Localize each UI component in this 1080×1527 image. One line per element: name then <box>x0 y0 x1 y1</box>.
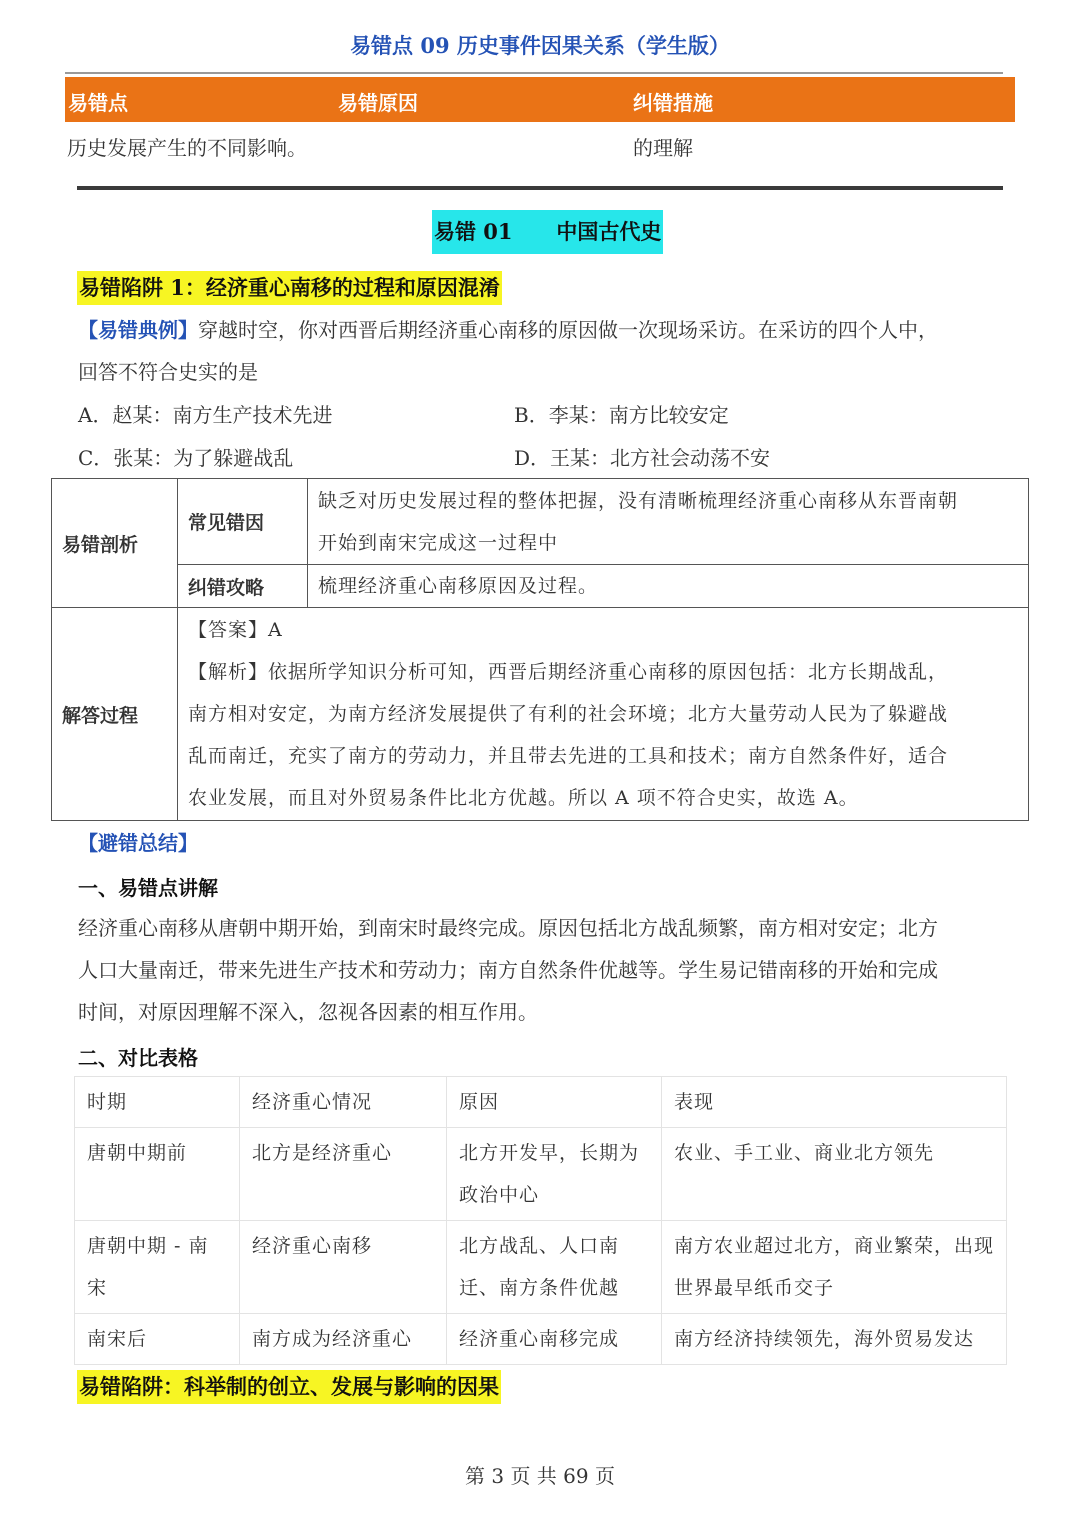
option-b: B．李某：南方比较安定 <box>514 403 729 427</box>
table-cell: 南方经济持续领先，海外贸易发达 <box>662 1314 1007 1365</box>
trap1-title: 易错陷阱 1：经济重心南移的过程和原因混淆 <box>77 271 502 305</box>
summary-line-2: 人口大量南迁，带来先进生产技术和劳动力；南方自然条件优越等。学生易记错南移的开始和完成 <box>78 958 938 982</box>
explain-line-1: 【解析】依据所学知识分析可知，西晋后期经济重心南移的原因包括：北方长期战乱， <box>188 661 949 683</box>
cmp-header-status: 经济重心情况 <box>240 1077 447 1128</box>
section-title: 易错 01 中国古代史 <box>432 210 663 254</box>
strategy-text: 梳理经济重心南移原因及过程。 <box>308 565 1029 608</box>
summary-label: 【避错总结】 <box>78 831 198 855</box>
explain-line-3: 乱而南迁，充实了南方的劳动力，并且带去先进的工具和技术；南方自然条件好，适合 <box>188 745 949 767</box>
option-c: C．张某：为了躲避战乱 <box>78 446 294 470</box>
header-divider <box>65 72 1003 74</box>
previous-table-header <box>65 77 1015 122</box>
table-cell: 南方成为经济重心 <box>240 1314 447 1365</box>
analysis-table <box>51 478 1029 821</box>
table-cell: 唐朝中期 - 南宋 <box>75 1221 240 1314</box>
solution-label: 解答过程 <box>52 608 178 821</box>
table-row <box>75 1221 1007 1314</box>
table-cell: 经济重心南移完成 <box>447 1314 662 1365</box>
table-cell: 农业、手工业、商业北方领先 <box>662 1128 1007 1221</box>
example-text-2: 回答不符合史实的是 <box>78 360 258 384</box>
summary-heading-1: 一、易错点讲解 <box>78 876 218 900</box>
cmp-header-period: 时期 <box>75 1077 240 1128</box>
cmp-header-reason: 原因 <box>447 1077 662 1128</box>
explain-line-4: 农业发展，而且对外贸易条件比北方优越。所以 A 项不符合史实，故选 A。 <box>188 787 859 809</box>
summary-heading-2: 二、对比表格 <box>78 1046 198 1070</box>
example-label: 【易错典例】 <box>78 318 198 342</box>
option-d: D．王某：北方社会动荡不安 <box>514 446 771 470</box>
common-error-line-2: 开始到南宋完成这一过程中 <box>318 531 559 554</box>
table-cell: 北方战乱、人口南迁、南方条件优越 <box>447 1221 662 1314</box>
example-text: 穿越时空，你对西晋后期经济重心南移的原因做一次现场采访。在采访的四个人中， <box>198 318 938 342</box>
analysis-label: 易错剖析 <box>52 479 178 608</box>
summary-paragraph <box>78 907 1008 1033</box>
trap2-title: 易错陷阱：科举制的创立、发展与影响的因果 <box>77 1370 501 1404</box>
strategy-label: 纠错攻略 <box>178 565 308 608</box>
table-cell: 北方是经济重心 <box>240 1128 447 1221</box>
table-cell: 北方开发早，长期为政治中心 <box>447 1128 662 1221</box>
col-correction: 纠错措施 <box>633 91 713 115</box>
table-cell: 南宋后 <box>75 1314 240 1365</box>
previous-table-cell-3: 的理解 <box>633 136 693 160</box>
table-row <box>75 1128 1007 1221</box>
cmp-header-performance: 表现 <box>662 1077 1007 1128</box>
common-error-line-1: 缺乏对历史发展过程的整体把握，没有清晰梳理经济重心南移从东晋南朝 <box>318 489 959 512</box>
col-error-point: 易错点 <box>68 91 128 115</box>
table-cell: 唐朝中期前 <box>75 1128 240 1221</box>
page-number: 第 3 页 共 69 页 <box>465 1464 615 1488</box>
document-header-title: 易错点 09 历史事件因果关系（学生版） <box>350 33 730 58</box>
table-row <box>75 1314 1007 1365</box>
summary-line-1: 经济重心南移从唐朝中期开始，到南宋时最终完成。原因包括北方战乱频繁，南方相对安定；北方 <box>78 916 938 940</box>
table-cell: 经济重心南移 <box>240 1221 447 1314</box>
common-error-label: 常见错因 <box>178 479 308 565</box>
example-paragraph <box>78 309 1008 393</box>
comparison-table <box>74 1076 1007 1365</box>
common-error-text <box>308 479 1029 565</box>
solution-text <box>178 608 1029 821</box>
summary-line-3: 时间，对原因理解不深入，忽视各因素的相互作用。 <box>78 1000 538 1024</box>
answer-line: 【答案】A <box>188 619 283 641</box>
col-error-reason: 易错原因 <box>338 91 418 115</box>
explain-line-2: 南方相对安定，为南方经济发展提供了有利的社会环境；北方大量劳动人民为了躲避战 <box>188 703 949 725</box>
option-a: A．赵某：南方生产技术先进 <box>78 403 333 427</box>
table-cell: 南方农业超过北方，商业繁荣，出现世界最早纸币交子 <box>662 1221 1007 1314</box>
section-divider <box>77 186 1003 190</box>
previous-table-cell-1: 历史发展产生的不同影响。 <box>67 136 307 160</box>
